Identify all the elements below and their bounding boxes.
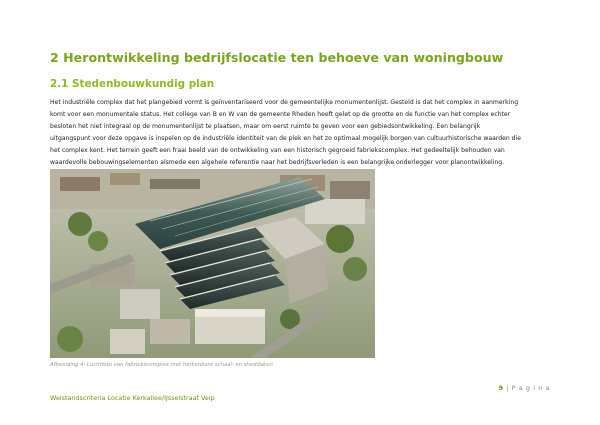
paragraph-line: het complex kent. Het terrein geeft een fraai beeld van de ontwikkeling van een historisch gegroeid fabriekscomplex. Het gedeeltelijk behouden van (50, 147, 505, 155)
page-number (499, 384, 550, 392)
section-heading: 2.1 Stedenbouwkundig plan (50, 78, 215, 90)
chapter-heading: 2 Herontwikkeling bedrijfslocatie ten behoeve van woningbouw (50, 50, 504, 65)
aerial-photo-illustration (50, 169, 375, 358)
paragraph-line: uitgangspunt voor deze opgave is inspelen op de industriële identiteit van de plek en het zo optimaal mogelijk borgen van cultuurhistorische waarden die (50, 135, 521, 143)
aerial-photo (50, 169, 375, 358)
figure-caption: Afbeelding 4: Luchtfoto van fabriekscomplex met herkenbare schaal- en sheddaken (50, 362, 273, 368)
paragraph-line: besloten het niet integraal op de monumentenlijst te plaatsen, maar om eerst ruimte te geven voor een gebiedsontwikkeling. Een belangrijk (50, 123, 481, 131)
footer-text: Welstandscriteria Locatie Kerkallee/IJsselstraat Velp (50, 394, 215, 402)
paragraph-line: komt voor een monumentale status. Het college van B en W van de gemeente Rheden heeft gelet op de grootte en de functie van het complex echter (50, 111, 511, 119)
paragraph-line: waardevolle bebouwingselementen alsmede een algehele referentie naar het bedrijfsverleden is een belangrijke onderlegger voor planontwikkeling. (50, 159, 505, 167)
page-number-value: 9 (498, 384, 504, 392)
paragraph-line: Het industriële complex dat het plangebied vormt is geïnventariseerd voor de gemeentelijke monumentenlijst. Gesteld is dat het complex in aanmerking (50, 99, 519, 106)
page-number-label: P a g i n a (511, 384, 550, 392)
page-number-separator: | (506, 384, 510, 392)
body-paragraph (50, 97, 560, 170)
